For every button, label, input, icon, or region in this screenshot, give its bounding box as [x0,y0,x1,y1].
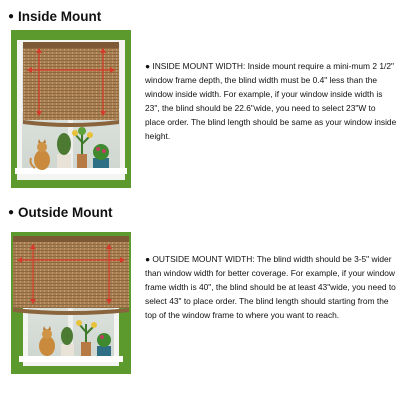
inside-mount-heading [8,9,101,24]
plant-pot [97,333,111,356]
inside-mount-description: ● INSIDE MOUNT WIDTH: Inside mount require a mini-mum 2 1/2" window frame depth, the blind width must be 0.4" less than the window inside width. For example, if your window inside width is 23", the blind should be 22.6"wide, you need to select 23"W to place order. The blind length should be same as your window inside height. [145,61,397,141]
outside-mount-description: ● OUTSIDE MOUNT WIDTH: The blind width should be 3-5" wider than window width for better coverage. For example, if your window frame width is 40", the blind should be at least 43"wide, you need to select 43" to place order. The blind length should starting from the top of the window frame to where you want to reach. [145,254,396,320]
inside-mount-title: Inside Mount [18,9,102,24]
outside-mount-heading [8,205,113,220]
bullet-icon: ● [8,11,15,22]
outside-mount-title: Outside Mount [18,205,113,220]
cactus-pot [57,133,71,168]
bullet-icon: ● [8,207,15,218]
inside-mount-photo [11,30,131,188]
outside-mount-photo [11,232,131,374]
plant-pot [93,144,109,168]
